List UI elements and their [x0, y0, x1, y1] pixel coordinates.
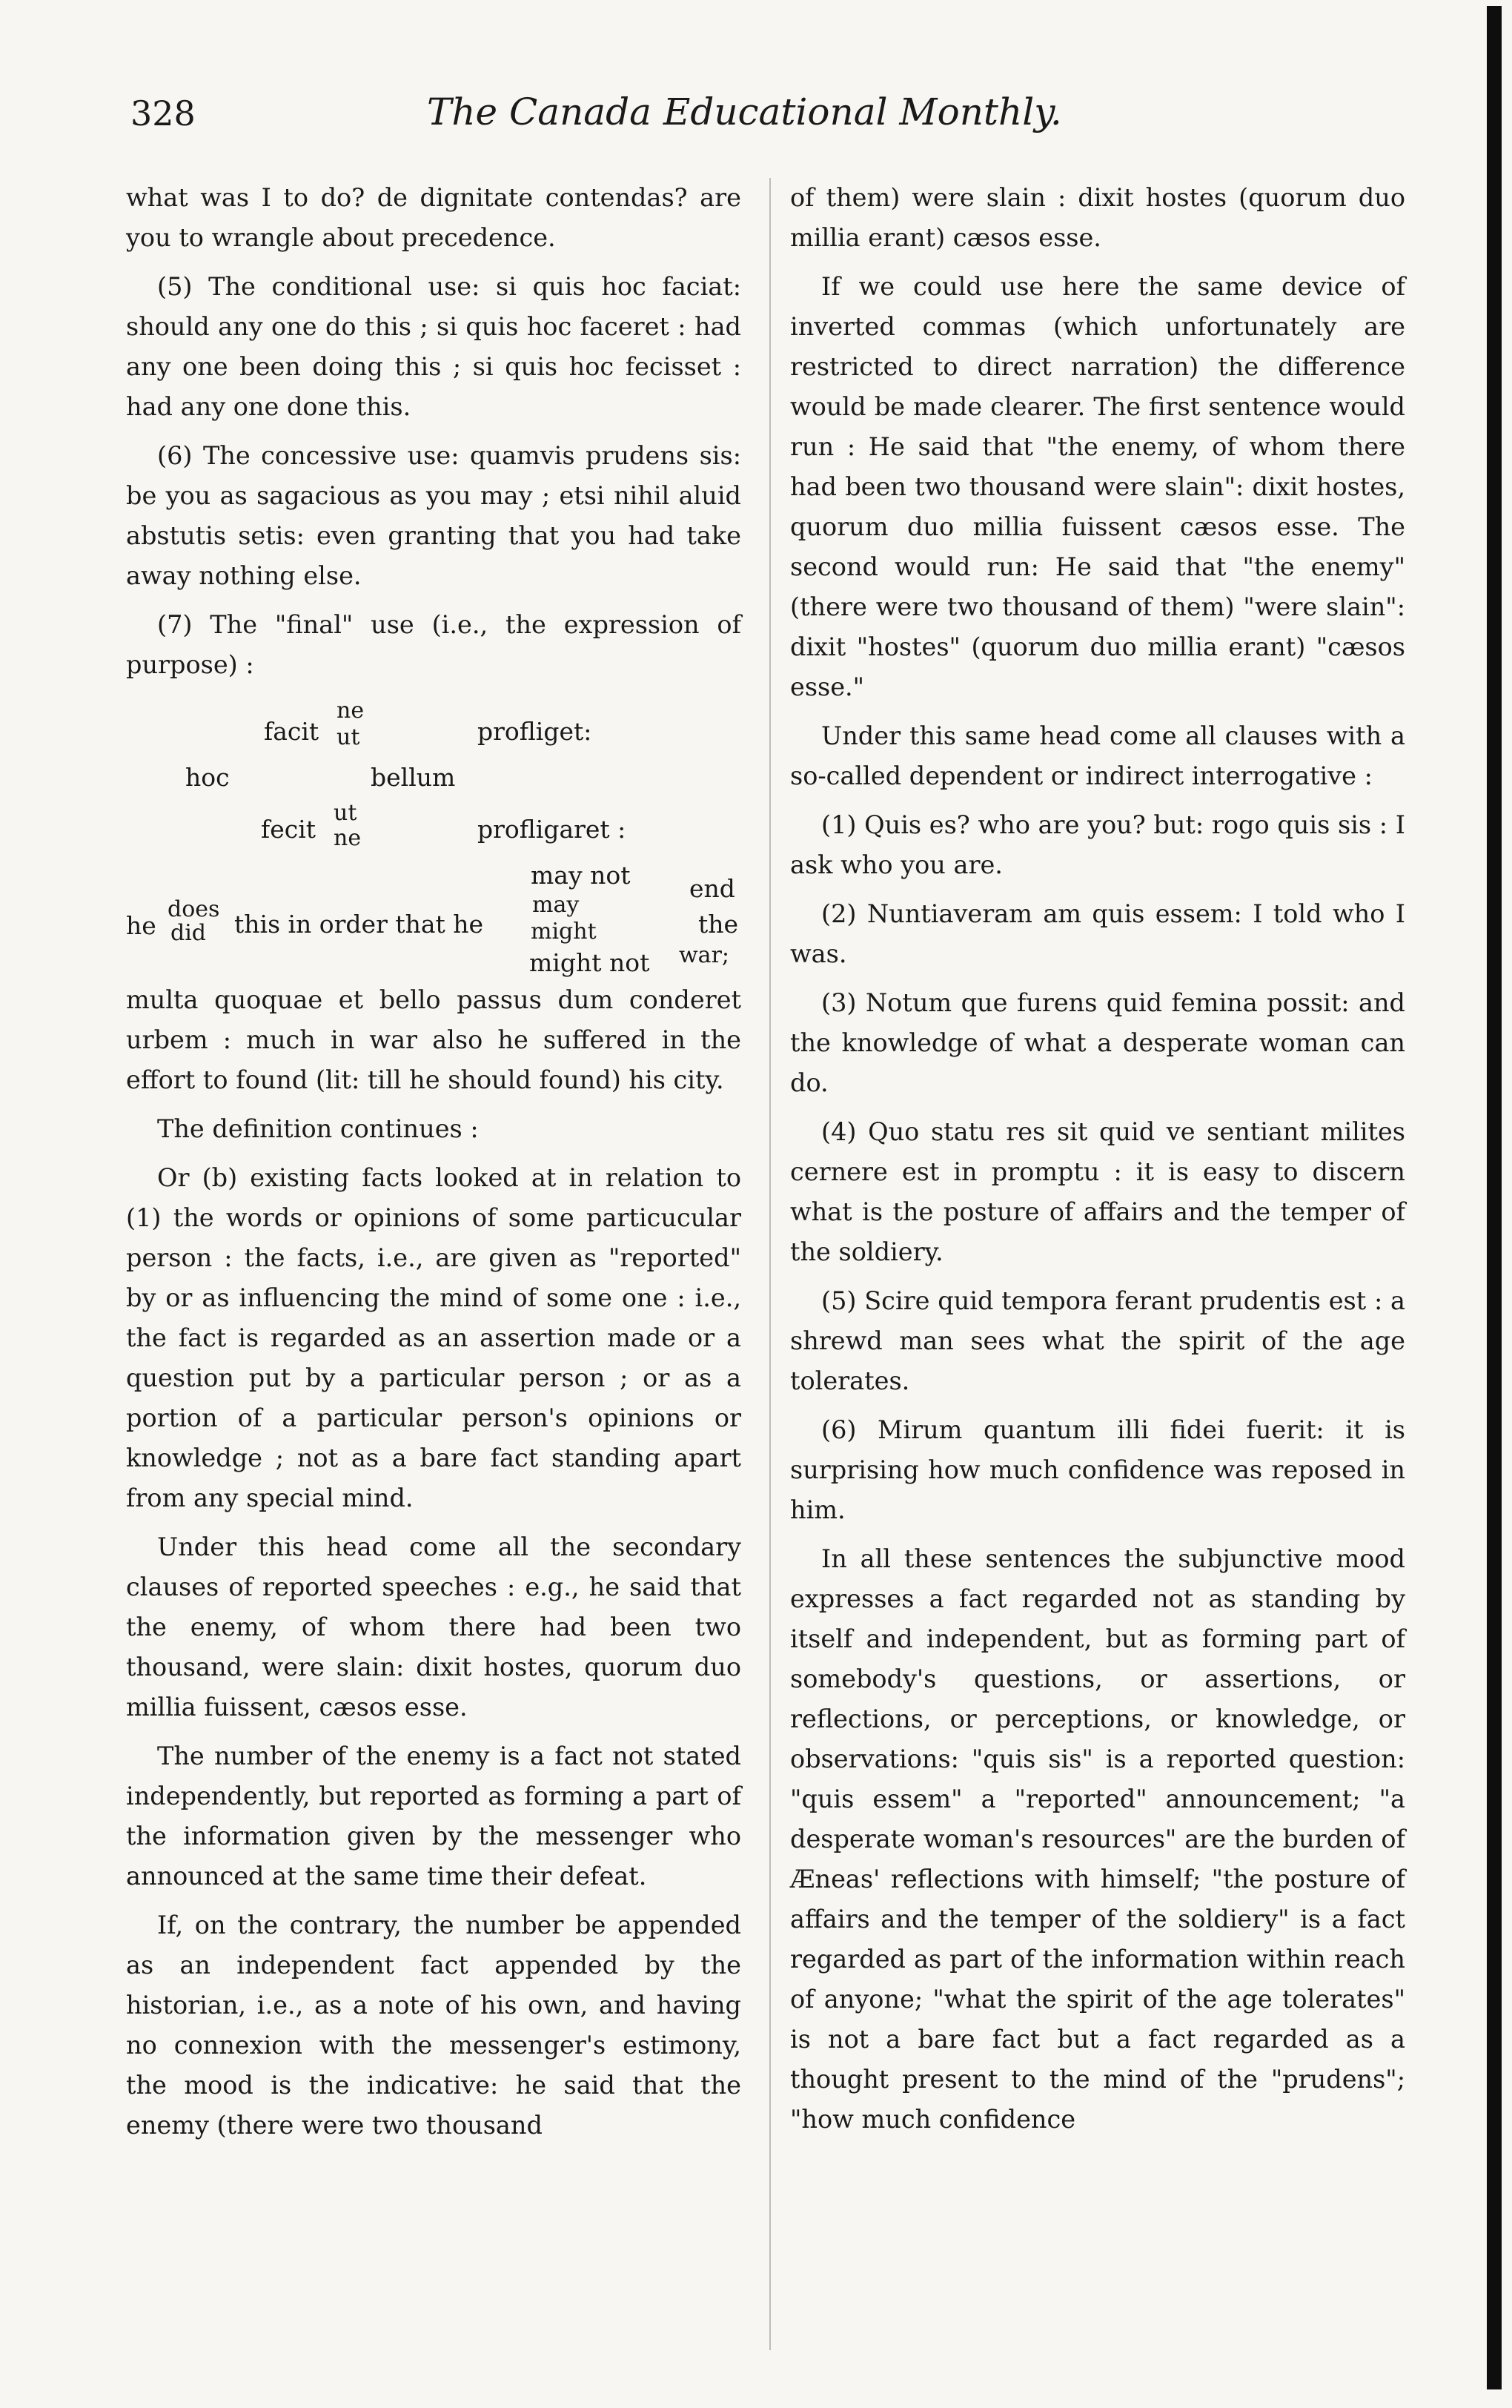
final-use-diagram	[126, 694, 741, 976]
paragraph: (5) The conditional use: si quis hoc faciat: should any one do this ; si quis hoc faceret : had any one been doing this ; si quis hoc fecisset : had any one done this.	[126, 272, 741, 421]
list-item: (1) Quis es? who are you? but: rogo quis sis : I ask who you are.	[790, 810, 1405, 879]
paragraph: The definition continues :	[157, 1114, 479, 1143]
list-item: (4) Quo statu res sit quid ve sentiant milites cernere est in promptu : it is easy to discern what is the posture of affairs and the temper of the soldiery.	[790, 1117, 1405, 1266]
diagram-word: might not	[529, 948, 650, 977]
diagram-word: facit	[264, 717, 319, 746]
diagram-word: may not	[531, 861, 631, 890]
diagram-word: ne	[334, 825, 362, 851]
paragraph: (7) The "final" use (i.e., the expression of purpose) :	[126, 610, 741, 679]
diagram-word: he	[126, 911, 156, 940]
paragraph: (6) The concessive use: quamvis prudens sis: be you as sagacious as you may ; etsi nihil aluid abstutis setis: even granting that you had take away nothing else.	[126, 441, 741, 590]
paragraph: Under this same head come all clauses with a so-called dependent or indirect interrogative :	[790, 721, 1405, 790]
diagram-word: the	[698, 910, 739, 939]
page-header	[130, 87, 1116, 147]
paragraph: If we could use here the same device of inverted commas (which unfortunately are restricted to direct narration) the difference would be made clearer. The first sentence would run : He said that "the enemy, of whom there had been two thousand were slain": dixit hostes, quorum duo millia fuissent cæsos esse. The second would run: He said that "the enemy" (there were two thousand of them) "were slain": dixit "hostes" (quorum duo millia erant) "cæsos esse."	[790, 272, 1405, 701]
paragraph: The number of the enemy is a fact not stated independently, but reported as forming a part of the information given by the messenger who announced at the same time their defeat.	[126, 1742, 741, 1891]
paragraph: In all these sentences the subjunctive mood expresses a fact regarded not as standing by itself and independent, but as forming part of somebody's questions, or assertions, or reflections, or perceptions, or knowledge, or observations: "quis sis" is a reported question: "quis essem" a "reported" announcement; "a desperate woman's resources" are the burden of Æneas' reflections with himself; "the posture of affairs and the temper of the soldiery" is a fact regarded as part of the information within reach of anyone; "what the spirit of the age tolerates" is not a bare fact but a fact regarded as a thought present to the mind of the "prudens"; "how much confidence	[790, 1544, 1405, 2134]
diagram-word: may	[532, 892, 580, 918]
diagram-word: ut	[336, 724, 360, 750]
diagram-word: this in order that he	[234, 910, 484, 939]
diagram-word: does	[168, 896, 220, 922]
right-column	[790, 178, 1405, 2149]
diagram-word: ne	[336, 698, 365, 724]
diagram-word: war;	[679, 942, 730, 968]
paragraph: If, on the contrary, the number be appended as an independent fact appended by the historian, i.e., as a note of his own, and having no connexion with the messenger's estimony, the mood is the indicative: he said that the enemy (there were two thousand	[126, 1911, 741, 2140]
diagram-word: ut	[334, 800, 357, 826]
running-title: The Canada Educational Monthly.	[427, 90, 1062, 133]
list-item: (2) Nuntiaveram am quis essem: I told who I was.	[790, 899, 1405, 968]
left-column	[126, 178, 741, 2154]
diagram-word: profligaret :	[477, 815, 626, 844]
paragraph: Under this head come all the secondary clauses of reported speeches : e.g., he said that the enemy, of whom there had been two thousand, were slain: dixit hostes, quorum duo millia fuissent, cæsos esse.	[126, 1532, 741, 1721]
page-edge-bar	[1487, 6, 1502, 2389]
diagram-word: might	[531, 919, 597, 945]
diagram-word: fecit	[261, 815, 316, 844]
diagram-word: end	[689, 874, 735, 903]
paragraph: what was I to do? de dignitate contendas? are you to wrangle about precedence.	[126, 183, 741, 252]
list-item: (6) Mirum quantum illi fidei fuerit: it is surprising how much confidence was reposed in him.	[790, 1415, 1405, 1524]
paragraph: Or (b) existing facts looked at in relation to (1) the words or opinions of some particucular person : the facts, i.e., are given as "reported" by or as influencing the mind of some one : i.e., the fact is regarded as an assertion made or a question put by a particular person ; or as a portion of a particular person's opinions or knowledge ; not as a bare fact standing apart from any special mind.	[126, 1163, 741, 1512]
paragraph: multa quoquae et bello passus dum conderet urbem : much in war also he suffered in the effort to found (lit: till he should found) his city.	[126, 985, 741, 1094]
paragraph: of them) were slain : dixit hostes (quorum duo millia erant) cæsos esse.	[790, 183, 1405, 252]
column-divider	[769, 178, 771, 2350]
list-item: (3) Notum que furens quid femina possit: and the knowledge of what a desperate woman can do.	[790, 988, 1405, 1097]
list-item: (5) Scire quid tempora ferant prudentis est : a shrewd man sees what the spirit of the age tolerates.	[790, 1286, 1405, 1395]
page-number: 328	[130, 93, 196, 133]
diagram-word: did	[170, 920, 207, 946]
diagram-word: hoc	[185, 763, 230, 792]
diagram-word: profliget:	[477, 717, 592, 746]
diagram-word: bellum	[371, 763, 456, 792]
